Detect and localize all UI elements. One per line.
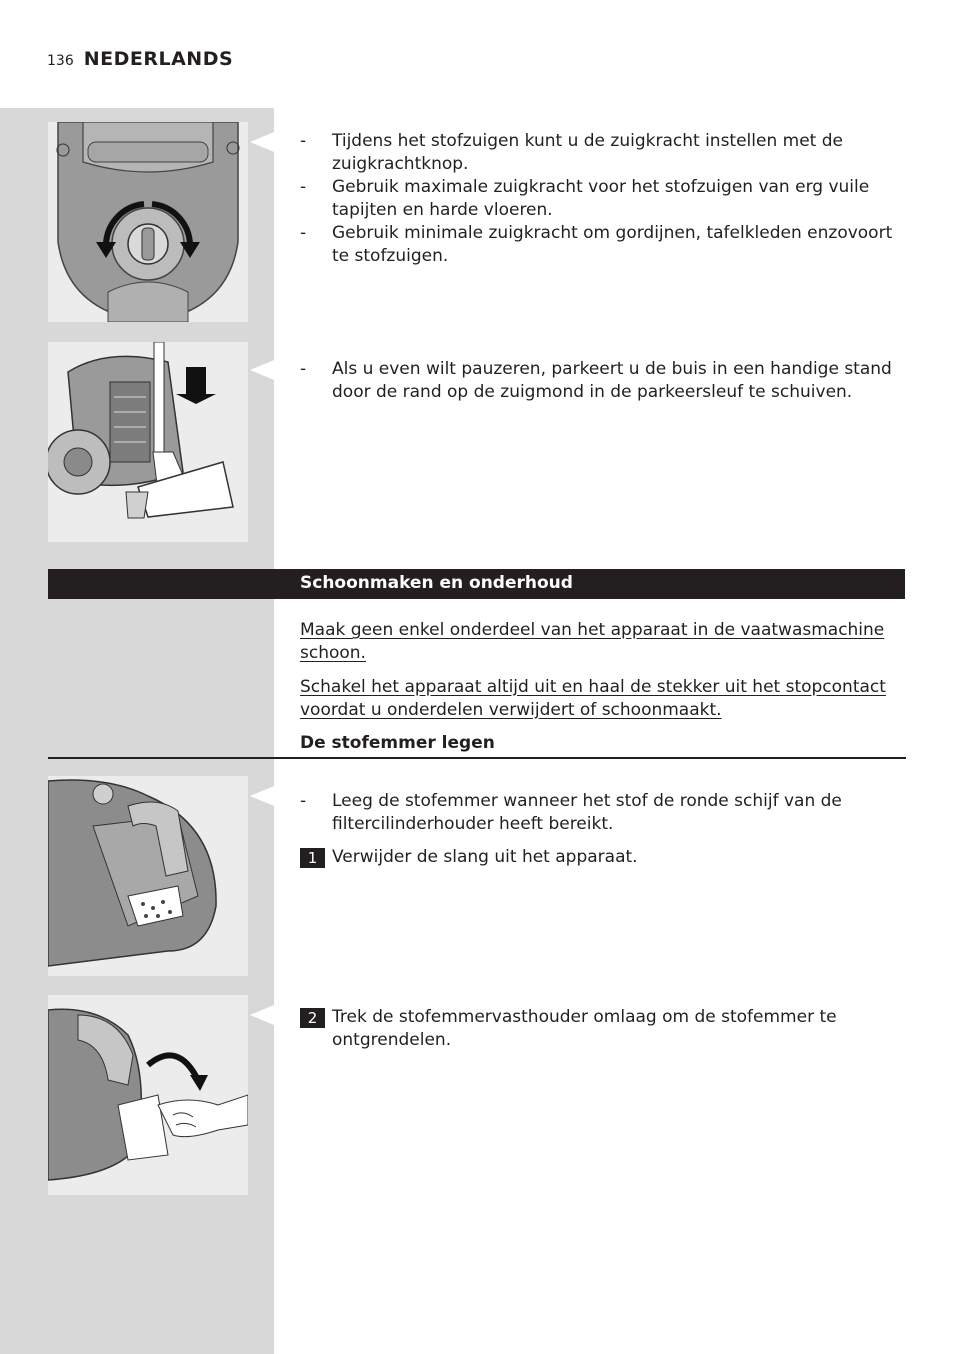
section-header-bar (48, 569, 905, 599)
parking-bullet (300, 358, 905, 404)
step-item (300, 846, 905, 869)
figure-pointer (250, 1005, 274, 1025)
step-1 (300, 846, 905, 869)
bullet-item (300, 790, 905, 836)
bullet-text: Gebruik maximale zuigkracht voor het stofzuigen van erg vuile tapijten en harde vloeren. (332, 177, 870, 220)
suction-bullets (300, 130, 905, 268)
page-header (47, 48, 233, 76)
step-number: 2 (300, 1008, 325, 1028)
page-number: 136 (47, 53, 74, 69)
step-text: Trek de stofemmervasthouder omlaag om de stofemmer te ontgrendelen. (332, 1007, 837, 1050)
bullet-text: Gebruik minimale zuigkracht om gordijnen, tafelkleden enzovoort te stofzuigen. (332, 223, 893, 266)
warning-unplug: Schakel het apparaat altijd uit en haal de stekker uit het stopcontact voordat u onderdelen verwijdert of schoonmaakt. (300, 677, 886, 720)
dust-bullet (300, 790, 905, 836)
warning-text (300, 619, 905, 665)
warning-dishwasher: Maak geen enkel onderdeel van het apparaat in de vaatwasmachine schoon. (300, 620, 885, 663)
bullet-item (300, 176, 905, 222)
subheading-rule (48, 757, 906, 759)
subheading: De stofemmer legen (300, 733, 495, 753)
section-title: Schoonmaken en onderhoud (300, 573, 573, 593)
container-release-illustration (48, 995, 248, 1195)
bullet-item (300, 222, 905, 268)
bullet-text: Leeg de stofemmer wanneer het stof de ronde schijf van de filtercilinderhouder heeft bereikt. (332, 791, 842, 834)
bullet-dash: - (300, 359, 307, 379)
figure-pointer (250, 786, 274, 806)
step-2 (300, 1006, 905, 1052)
bullet-dash: - (300, 791, 307, 811)
language-title: NEDERLANDS (83, 48, 234, 70)
bullet-text: Als u even wilt pauzeren, parkeert u de buis in een handige stand door de rand op de zuigmond in de parkeersleuf te schuiven. (332, 359, 892, 402)
figure-pointer (250, 360, 274, 380)
step-number: 1 (300, 848, 325, 868)
bullet-dash: - (300, 223, 307, 243)
bullet-text: Tijdens het stofzuigen kunt u de zuigkracht instellen met de zuigkrachtknop. (332, 131, 843, 174)
suction-knob-illustration (48, 122, 248, 322)
bullet-item (300, 130, 905, 176)
tube-parking-illustration (48, 342, 248, 542)
dust-container-illustration (48, 776, 248, 976)
bullet-item (300, 358, 905, 404)
figure-pointer (250, 132, 274, 152)
bullet-dash: - (300, 131, 307, 151)
bullet-dash: - (300, 177, 307, 197)
warning-text (300, 676, 905, 722)
step-item (300, 1006, 905, 1052)
step-text: Verwijder de slang uit het apparaat. (332, 847, 638, 867)
